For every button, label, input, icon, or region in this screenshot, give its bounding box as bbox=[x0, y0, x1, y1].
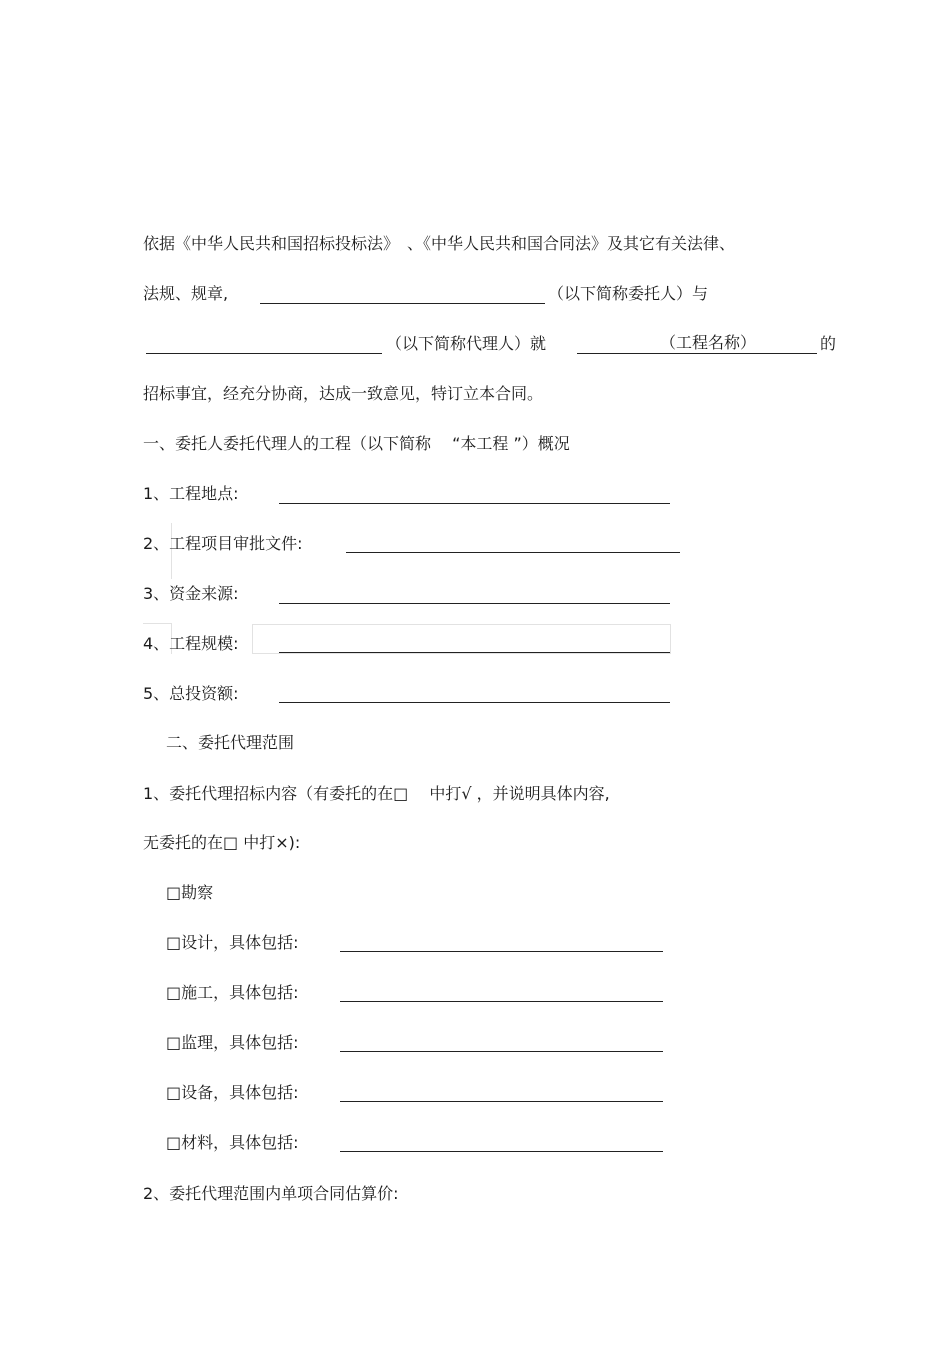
scope-instruction-line-1: 1、委托代理招标内容（有委托的在□ 中打√ ，并说明具体内容, bbox=[143, 784, 610, 803]
faint-scan-box bbox=[252, 624, 671, 654]
principal-name-field[interactable] bbox=[260, 303, 545, 304]
option-design-checkbox[interactable]: □设计，具体包括: bbox=[166, 933, 299, 952]
scope-instruction-line-2: 无委托的在□ 中打×): bbox=[143, 833, 301, 852]
option-materials-checkbox[interactable]: □材料，具体包括: bbox=[166, 1133, 299, 1152]
item-location-label: 1、工程地点: bbox=[143, 484, 239, 503]
equipment-details-field[interactable] bbox=[340, 1101, 663, 1102]
intro-line-3-end: 的 bbox=[820, 334, 837, 353]
project-name-field[interactable] bbox=[577, 353, 817, 354]
design-details-field[interactable] bbox=[340, 951, 663, 952]
section-2-heading: 二、委托代理范围 bbox=[166, 733, 295, 752]
option-equipment-checkbox[interactable]: □设备，具体包括: bbox=[166, 1083, 299, 1102]
intro-line-2-prefix: 法规、规章, bbox=[143, 284, 229, 303]
item-scale-label: 4、工程规模: bbox=[143, 634, 239, 653]
supervision-details-field[interactable] bbox=[340, 1051, 663, 1052]
total-investment-field[interactable] bbox=[279, 702, 670, 703]
intro-line-4: 招标事宜，经充分协商，达成一致意见，特订立本合同。 bbox=[143, 384, 544, 403]
option-survey-checkbox[interactable]: □勘察 bbox=[166, 883, 214, 902]
project-name-label: （工程名称） bbox=[660, 333, 757, 352]
section-1-heading: 一、委托人委托代理人的工程（以下简称 “本工程 ”）概况 bbox=[143, 434, 570, 453]
option-supervision-checkbox[interactable]: □监理，具体包括: bbox=[166, 1033, 299, 1052]
option-construction-checkbox[interactable]: □施工，具体包括: bbox=[166, 983, 299, 1002]
approval-docs-field[interactable] bbox=[346, 552, 680, 553]
project-scale-field[interactable] bbox=[279, 652, 670, 653]
intro-line-3-agent: （以下简称代理人）就 bbox=[386, 334, 547, 353]
estimated-contract-price-label: 2、委托代理范围内单项合同估算价: bbox=[143, 1184, 399, 1203]
item-funding-label: 3、资金来源: bbox=[143, 584, 239, 603]
materials-details-field[interactable] bbox=[340, 1151, 663, 1152]
item-approval-label: 2、工程项目审批文件: bbox=[143, 534, 303, 553]
construction-details-field[interactable] bbox=[340, 1001, 663, 1002]
agent-name-field[interactable] bbox=[146, 353, 382, 354]
item-investment-label: 5、总投资额: bbox=[143, 684, 239, 703]
funding-source-field[interactable] bbox=[279, 603, 670, 604]
intro-line-2-suffix: （以下简称委托人）与 bbox=[548, 284, 709, 303]
location-field[interactable] bbox=[279, 503, 670, 504]
intro-line-1: 依据《中华人民共和国招标投标法》 、《中华人民共和国合同法》及其它有关法律、 bbox=[143, 234, 736, 253]
